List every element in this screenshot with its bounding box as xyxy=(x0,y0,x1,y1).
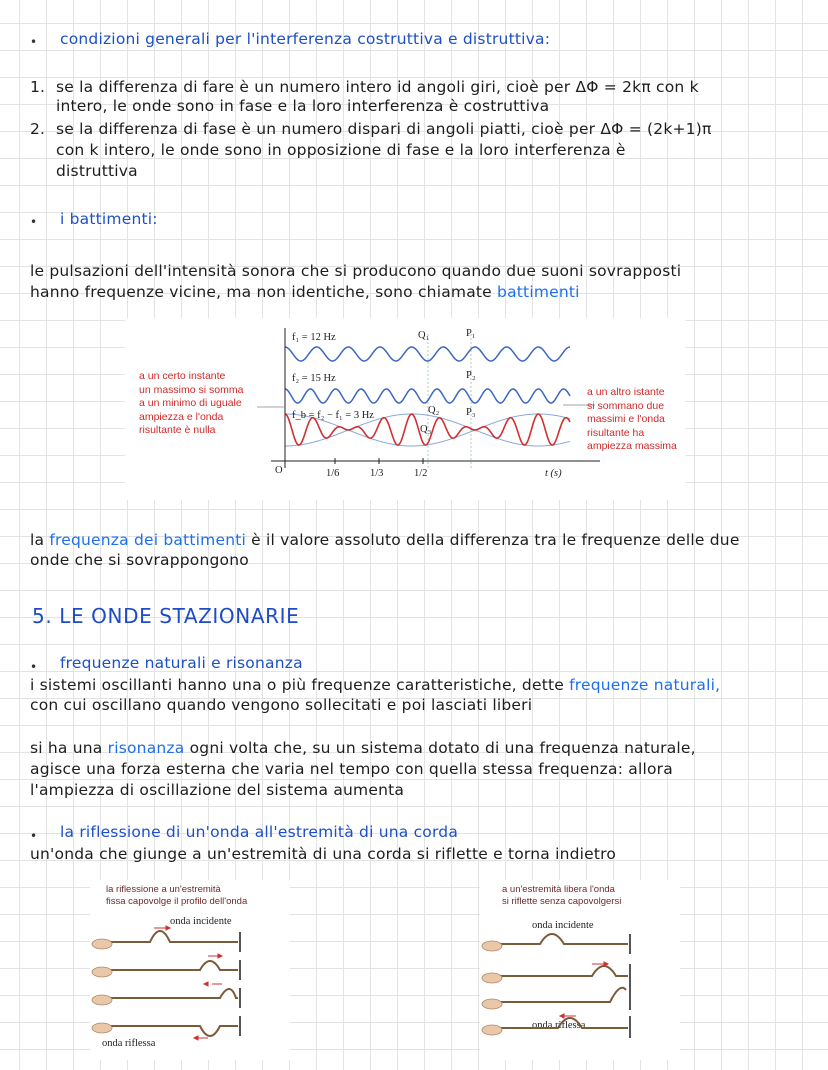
highlight-term: risonanza xyxy=(107,739,185,757)
note-line: massimi e l'onda xyxy=(587,413,665,425)
tick-label: 1/2 xyxy=(414,468,428,479)
highlight-term: frequenze naturali, xyxy=(569,676,721,694)
note-line: a un certo instante xyxy=(139,370,226,382)
figure-note: a un'estremità libera l'onda xyxy=(502,884,615,895)
list-number: 2. xyxy=(30,120,46,138)
point-label-p1: P₁ xyxy=(466,328,476,339)
list-item-line: con k intero, le onde sono in opposizione di fase e la loro interferenza è xyxy=(56,141,626,159)
origin-label: O xyxy=(275,465,283,476)
strings xyxy=(490,934,628,1028)
label-f2: f₂ = 15 Hz xyxy=(292,373,336,384)
fixed-end-diagram xyxy=(90,880,290,1060)
highlight-term: battimenti xyxy=(497,283,580,301)
label-f1: f₁ = 12 Hz xyxy=(292,332,336,343)
wave-f1 xyxy=(285,347,570,361)
text: è il valore assoluto della differenza tra le frequenze delle due xyxy=(246,531,740,549)
hands xyxy=(482,941,502,1035)
incident-label: onda incidente xyxy=(532,920,594,931)
incident-label: onda incidente xyxy=(170,916,232,927)
paragraph-line: un'onda che giunge a un'estremità di una corda si riflette e torna indietro xyxy=(30,845,617,863)
label-fb: f_b = f₂ − f₁ = 3 Hz xyxy=(292,410,374,421)
t-axis-label: t (s) xyxy=(545,468,562,479)
reflected-label: onda riflessa xyxy=(532,1020,586,1031)
note-line: ampiezza massima xyxy=(587,440,677,452)
right-annotation xyxy=(587,386,697,454)
paragraph-line xyxy=(30,676,720,695)
interference-heading: condizioni generali per l'interferenza costruttiva e distruttiva: xyxy=(60,30,551,48)
list-item-line: distruttiva xyxy=(56,162,138,180)
subheading-reflection: la riflessione di un'onda all'estremità di una corda xyxy=(60,823,459,841)
point-label-q3: Q₃ xyxy=(420,424,432,435)
paragraph-line xyxy=(30,739,696,758)
section-title: 5. LE ONDE STAZIONARIE xyxy=(32,604,300,628)
text: i sistemi oscillanti hanno una o più frequenze caratteristiche, dette xyxy=(30,676,570,694)
tick-label: 1/6 xyxy=(326,468,340,479)
list-item-line: se la differenza di fare è un numero intero id angoli giri, cioè per ΔΦ = 2kπ con k xyxy=(56,78,699,96)
beats-frequency-line: onde che si sovrappongono xyxy=(30,551,249,569)
note-line: risultante è nulla xyxy=(139,424,216,436)
text: si ha una xyxy=(30,739,108,757)
beats-figure xyxy=(125,318,685,500)
beats-paragraph-line xyxy=(30,283,580,302)
list-item-line: se la differenza di fase è un numero dispari di angoli piatti, cioè per ΔΦ = (2k+1)π xyxy=(56,120,712,138)
bullet: • xyxy=(30,35,38,49)
bullet: • xyxy=(30,215,38,229)
text: ogni volta che, su un sistema dotato di una frequenza naturale, xyxy=(184,739,696,757)
paragraph-line: l'ampiezza di oscillazione del sistema aumenta xyxy=(30,781,405,799)
note-line: un massimo si somma xyxy=(139,383,244,396)
free-end-diagram xyxy=(480,880,680,1060)
wave-f2 xyxy=(285,389,570,403)
note-line: ampiezza e l'onda xyxy=(139,410,224,423)
point-label-p3: P₃ xyxy=(466,407,476,418)
note-line: a un minimo di uguale xyxy=(139,397,242,409)
paragraph-line: agisce una forza esterna che varia nel tempo con quella stessa frequenza: allora xyxy=(30,760,673,778)
point-label-q1: Q₁ xyxy=(418,330,430,341)
note-line: a un altro istante xyxy=(587,386,665,398)
note-line: risultante ha xyxy=(587,426,645,439)
reflection-fixed-figure xyxy=(90,880,290,1060)
direction-arrows xyxy=(154,926,222,1040)
subheading-natural-frequencies: frequenze naturali e risonanza xyxy=(60,654,303,672)
list-item-line: intero, le onde sono in fase e la loro interferenza è costruttiva xyxy=(56,97,550,115)
text: hanno frequenze vicine, ma non identiche, sono chiamate xyxy=(30,283,498,301)
reflection-free-figure xyxy=(480,880,680,1060)
highlight-term: frequenza dei battimenti xyxy=(49,531,247,549)
figure-note: la riflessione a un'estremità xyxy=(106,884,221,895)
paragraph-line: con cui oscillano quando vengono sollecitati e poi lasciati liberi xyxy=(30,696,533,714)
direction-arrows xyxy=(560,962,608,1018)
note-line: si sommano due xyxy=(587,399,665,412)
text: la xyxy=(30,531,50,549)
list-number: 1. xyxy=(30,78,46,96)
reflected-label: onda riflessa xyxy=(102,1038,156,1049)
figure-note: fissa capovolge il profilo dell'onda xyxy=(106,896,248,907)
tick-label: 1/3 xyxy=(370,468,384,479)
point-label-q2: Q₂ xyxy=(428,405,440,416)
beats-paragraph-line: le pulsazioni dell'intensità sonora che si producono quando due suoni sovrapposti xyxy=(30,262,682,280)
beats-frequency-line xyxy=(30,531,740,550)
point-label-p2: P₂ xyxy=(466,370,476,381)
bullet: • xyxy=(30,829,38,843)
hands xyxy=(92,939,112,1033)
figure-note: si riflette senza capovolgersi xyxy=(502,896,622,907)
left-annotation xyxy=(139,370,259,438)
beats-heading: i battimenti: xyxy=(60,210,158,228)
bullet: • xyxy=(30,660,38,674)
